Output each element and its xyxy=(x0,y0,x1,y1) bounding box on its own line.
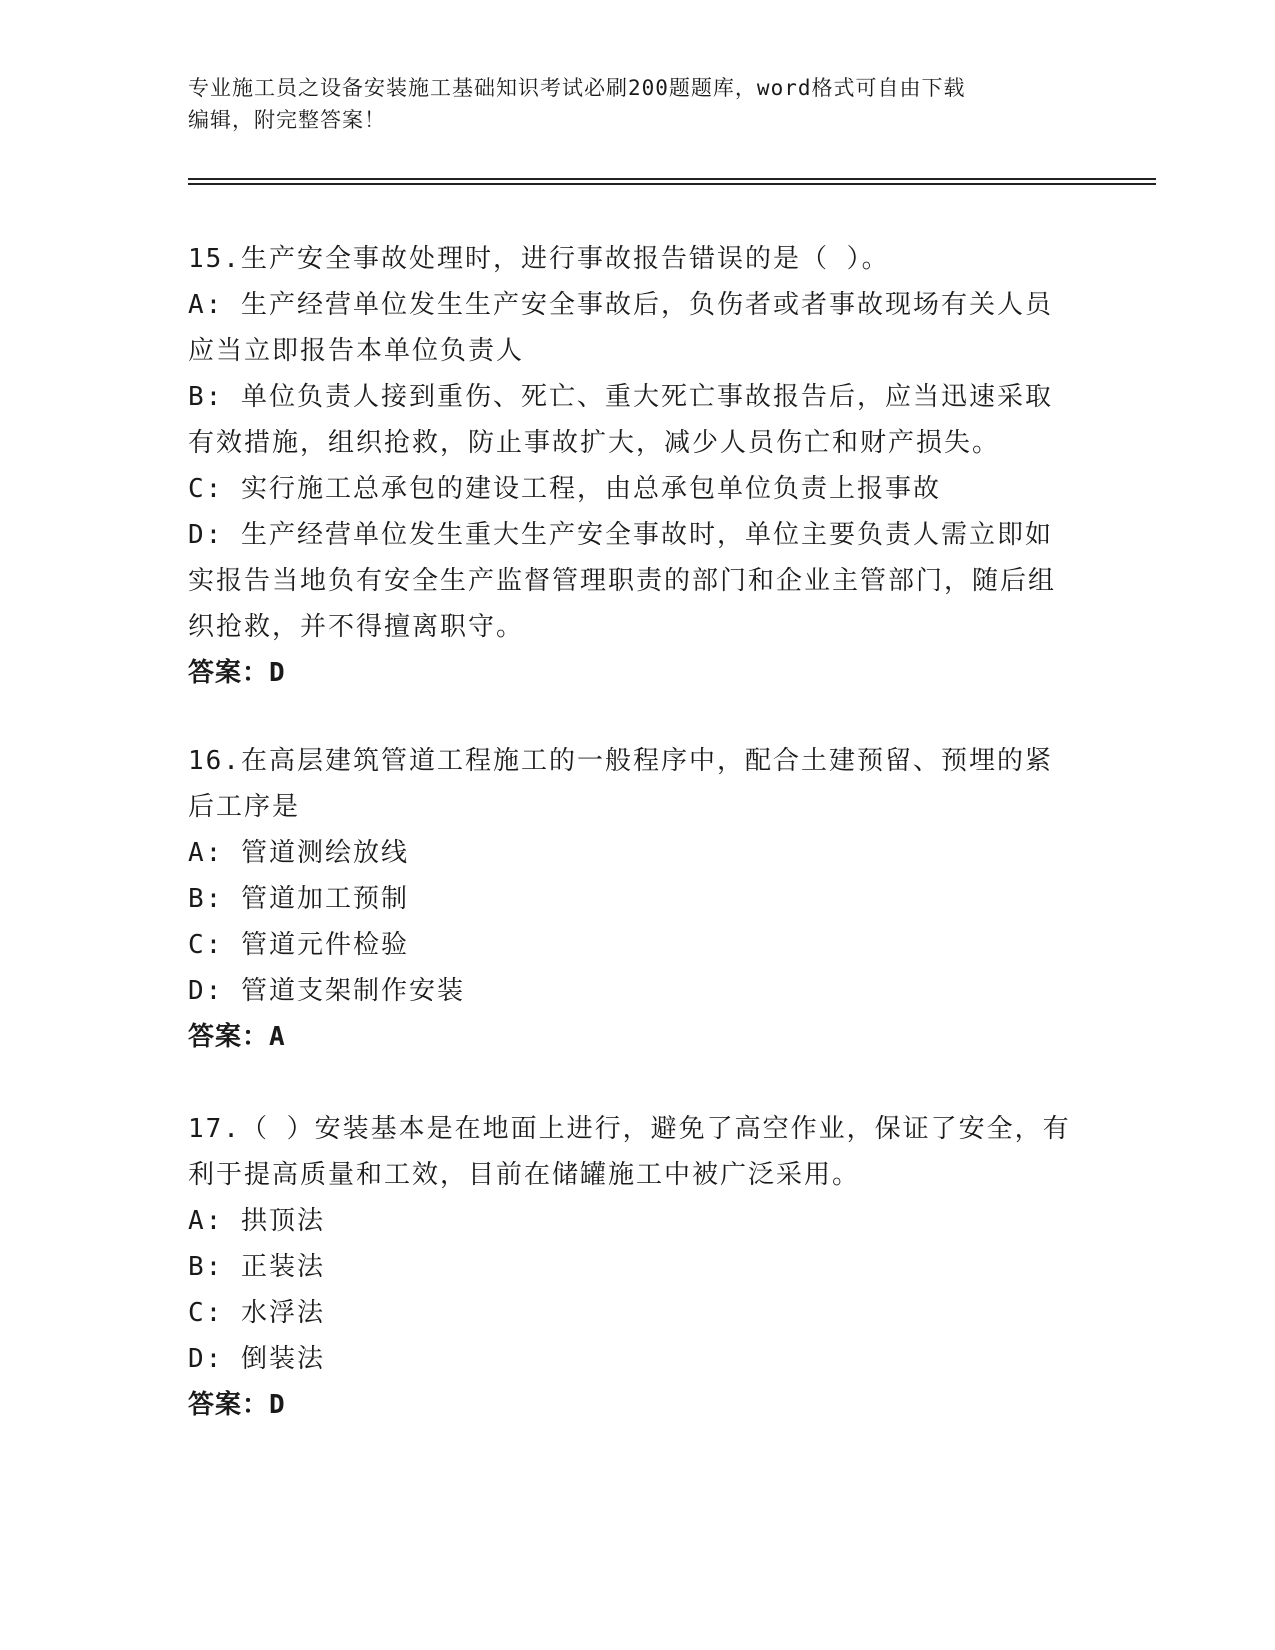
option-b: B: 单位负责人接到重伤、死亡、重大死亡事故报告后，应当迅速采取有效措施，组织抢救，防止事故扩大，减少人员伤亡和财产损失。 xyxy=(188,382,1053,458)
option-d: D: 管道支架制作安装 xyxy=(188,976,465,1006)
option-c: C: 管道元件检验 xyxy=(188,930,409,960)
option-a: A: 生产经营单位发生生产安全事故后，负伤者或者事故现场有关人员应当立即报告本单位负责人 xyxy=(188,290,1053,366)
option-a: A: 拱顶法 xyxy=(188,1206,325,1236)
question-stem: 15.生产安全事故处理时，进行事故报告错误的是（ ）。 xyxy=(188,244,890,274)
option-a: A: 管道测绘放线 xyxy=(188,838,409,868)
option-d: D: 倒装法 xyxy=(188,1344,325,1374)
answer: 答案：A xyxy=(188,1022,286,1052)
header-divider-top xyxy=(188,178,1156,180)
option-c: C: 水浮法 xyxy=(188,1298,325,1328)
option-c: C: 实行施工总承包的建设工程，由总承包单位负责上报事故 xyxy=(188,474,941,504)
option-b: B: 管道加工预制 xyxy=(188,884,409,914)
header-line-1: 专业施工员之设备安装施工基础知识考试必刷200题题库，word格式可自由下载 xyxy=(188,76,966,100)
header-divider-bottom xyxy=(188,183,1156,185)
question-stem: 16.在高层建筑管道工程施工的一般程序中，配合土建预留、预埋的紧后工序是 xyxy=(188,746,1053,822)
option-b: B: 正装法 xyxy=(188,1252,325,1282)
question-17 xyxy=(188,1106,1078,1428)
answer: 答案：D xyxy=(188,1390,286,1420)
answer: 答案：D xyxy=(188,658,286,688)
document-header xyxy=(188,72,1068,136)
question-15 xyxy=(188,236,1078,696)
question-stem: 17.（ ）安装基本是在地面上进行，避免了高空作业，保证了安全，有利于提高质量和工效，目前在储罐施工中被广泛采用。 xyxy=(188,1114,1071,1190)
option-d: D: 生产经营单位发生重大生产安全事故时，单位主要负责人需立即如实报告当地负有安全生产监督管理职责的部门和企业主管部门，随后组织抢救，并不得擅离职守。 xyxy=(188,520,1057,642)
header-line-2: 编辑，附完整答案！ xyxy=(188,108,386,132)
question-16 xyxy=(188,738,1078,1060)
